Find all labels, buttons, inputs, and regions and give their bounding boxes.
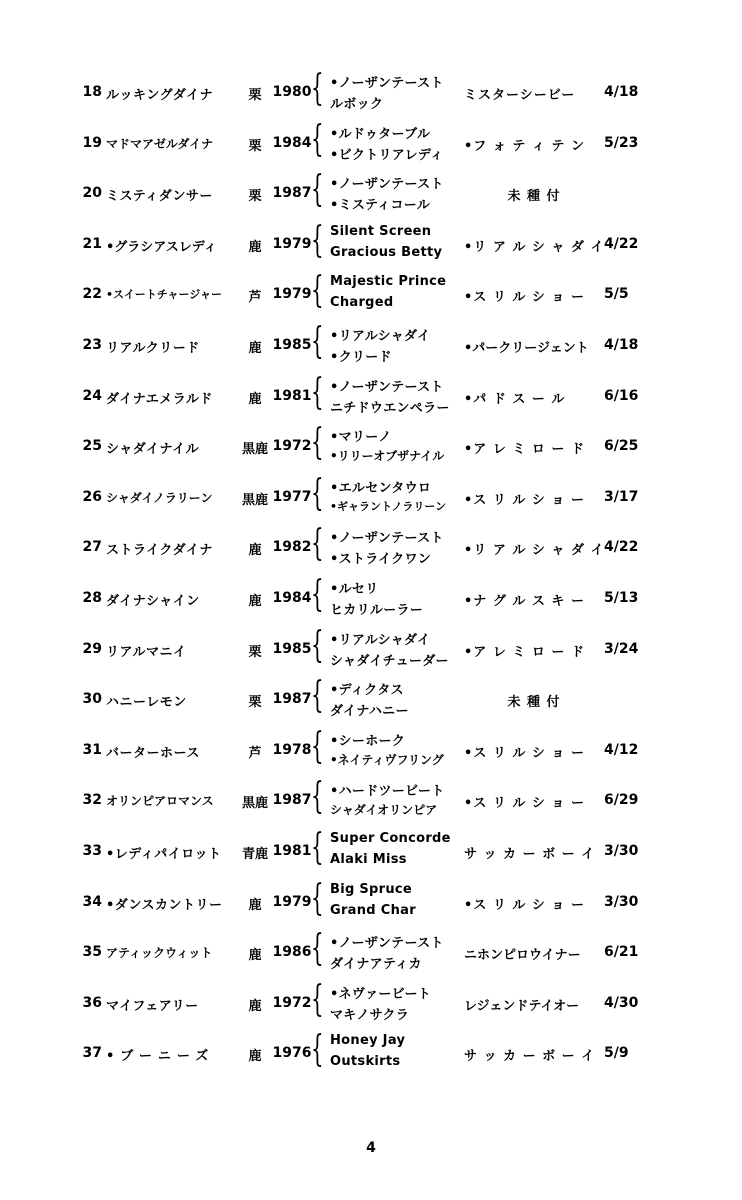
brace-icon: { (311, 877, 324, 919)
list-item (0, 522, 742, 573)
dam-name: Alaki Miss (330, 851, 407, 867)
sire-name: Honey Jay (330, 1033, 406, 1049)
mating-stallion: •ア レ ミ ロ ー ド (464, 644, 585, 660)
mating-date: 5/13 (604, 589, 639, 606)
mare-name: バーターホース (106, 745, 200, 761)
mare-name: •スイートチャージャー (106, 288, 223, 302)
list-item (0, 472, 742, 523)
mating-stallion: •ス リ ル シ ョ ー (464, 290, 585, 306)
birth-year: 1986 (272, 944, 312, 961)
brace-icon: { (311, 624, 324, 666)
dam-name: ヒカリルーラー (330, 602, 424, 618)
birth-year: 1972 (272, 994, 312, 1011)
brace-icon: { (311, 928, 324, 970)
birth-year: 1980 (272, 84, 312, 100)
birth-year: 1972 (272, 438, 312, 455)
coat-color: 黒鹿 (241, 442, 268, 458)
birth-year: 1981 (272, 387, 312, 404)
list-item (0, 67, 742, 118)
sire-name: •ディクタス (330, 683, 404, 699)
mare-name: オリンピアロマンス (106, 794, 214, 809)
brace-icon: { (311, 118, 324, 160)
list-item (0, 320, 742, 371)
dam-name: Gracious Betty (330, 244, 443, 260)
entry-number: 27 (82, 539, 102, 556)
brace-icon: { (311, 573, 324, 615)
mare-name: シャダイノラリーン (106, 490, 213, 505)
dam-name: ダイナアティカ (330, 957, 422, 973)
birth-year: 1979 (272, 235, 312, 252)
sire-name: •エルセンタウロ (330, 480, 432, 496)
birth-year: 1987 (272, 792, 312, 809)
entry-number: 29 (82, 640, 102, 657)
mating-stallion: •パ ド ス ー ル (464, 391, 566, 407)
birth-year: 1985 (272, 640, 312, 657)
mating-stallion: ミスターシービー (464, 88, 576, 103)
sire-name: •ハードツービート (330, 784, 445, 800)
sire-name: Majestic Prince (330, 274, 447, 290)
broodmare-list (0, 67, 742, 1079)
mating-stallion: •フ ォ テ ィ テ ン (464, 138, 585, 154)
coat-color: 栗 (248, 88, 262, 103)
mare-name: アティックウィット (106, 946, 213, 961)
birth-year: 1981 (272, 842, 312, 859)
mating-stallion: •ス リ ル シ ョ ー (464, 796, 585, 812)
sire-name: •シーホーク (330, 733, 406, 749)
sire-name: •ノーザンテースト (330, 76, 444, 91)
entry-number: 32 (82, 792, 102, 809)
brace-icon: { (311, 270, 324, 312)
entry-number: 31 (82, 741, 102, 758)
brace-icon: { (311, 169, 324, 211)
mating-stallion: サ ッ カ ー ボ ー イ (464, 846, 596, 862)
mating-stallion: サ ッ カ ー ボ ー イ (464, 1049, 596, 1065)
birth-year: 1977 (272, 488, 312, 505)
coat-color: 鹿 (248, 391, 262, 407)
sire-name: •ノーザンテースト (330, 531, 444, 547)
list-item (0, 775, 742, 826)
list-item (0, 219, 742, 270)
coat-color: 青鹿 (241, 846, 268, 862)
mating-date: 3/24 (604, 640, 639, 657)
sire-name: Super Concorde (330, 830, 451, 846)
brace-icon: { (311, 472, 324, 514)
coat-color: 鹿 (248, 340, 262, 356)
sire-name: •ルドゥターブル (330, 126, 431, 142)
mare-name: シャダイナイル (106, 442, 200, 458)
mare-name: •レディパイロット (106, 846, 222, 862)
entry-number: 23 (82, 336, 102, 353)
entry-number: 37 (82, 1045, 102, 1062)
coat-color: 栗 (248, 695, 262, 711)
dam-name: Charged (330, 295, 394, 311)
mating-stallion: •ス リ ル シ ョ ー (464, 492, 585, 508)
mating-date: 4/18 (604, 336, 639, 353)
brace-icon: { (311, 978, 324, 1020)
list-item (0, 269, 742, 320)
entry-number: 18 (82, 84, 102, 100)
mating-date: 4/22 (604, 235, 639, 252)
coat-color: 鹿 (248, 948, 262, 964)
mating-date: 3/30 (604, 893, 639, 910)
mare-name: リアルクリード (106, 340, 200, 356)
sire-name: •ノーザンテースト (330, 936, 444, 952)
mating-date: 5/5 (604, 286, 629, 303)
birth-year: 1979 (272, 893, 312, 910)
coat-color: 芦 (248, 290, 262, 306)
coat-color: 栗 (248, 138, 262, 154)
sire-name: •ネヴァービート (330, 986, 432, 1002)
birth-year: 1987 (272, 185, 312, 202)
entry-number: 26 (82, 488, 102, 505)
sire-name: •ルセリ (330, 581, 379, 597)
entry-number: 33 (82, 842, 102, 859)
sire-name: •ノーザンテースト (330, 379, 444, 395)
dam-name: •ストライクワン (330, 552, 432, 568)
list-item (0, 927, 742, 978)
birth-year: 1984 (272, 589, 312, 606)
dam-name: •ビクトリアレディ (330, 147, 444, 163)
birth-year: 1985 (272, 336, 312, 353)
coat-color: 黒鹿 (241, 492, 268, 508)
mating-stallion: 未 種 付 (507, 189, 561, 205)
mare-name: マドマアゼルダイナ (106, 136, 214, 151)
mare-name: ダイナエメラルド (106, 391, 213, 407)
birth-year: 1976 (272, 1045, 312, 1062)
entry-number: 36 (82, 994, 102, 1011)
entry-number: 22 (82, 286, 102, 303)
birth-year: 1979 (272, 286, 312, 303)
mating-stallion: •ア レ ミ ロ ー ド (464, 442, 585, 458)
mating-date: 6/29 (604, 792, 639, 809)
entry-number: 25 (82, 438, 102, 455)
list-item (0, 573, 742, 624)
brace-icon: { (311, 68, 324, 109)
mating-stallion: •リ ア ル シ ャ ダ イ (464, 543, 605, 559)
dam-name: シャダイチューダー (330, 653, 449, 669)
mare-name: •グラシアスレディ (106, 239, 217, 255)
sire-name: •マリーノ (330, 430, 392, 446)
list-item (0, 674, 742, 725)
coat-color: 鹿 (248, 543, 262, 559)
brace-icon: { (311, 320, 324, 362)
dam-name: •ギャラントノラリーン (330, 499, 447, 513)
coat-color: 鹿 (248, 239, 262, 255)
list-item (0, 371, 742, 422)
dam-name: ルボック (330, 97, 384, 112)
dam-name: •ミスティコール (330, 198, 431, 214)
entry-number: 20 (82, 185, 102, 202)
list-item (0, 826, 742, 877)
list-item (0, 168, 742, 219)
list-item (0, 725, 742, 776)
list-item (0, 118, 742, 169)
coat-color: 鹿 (248, 897, 262, 913)
brace-icon: { (311, 1029, 324, 1071)
mare-name: ミスティダンサー (106, 189, 213, 205)
dam-name: Grand Char (330, 902, 416, 918)
mating-stallion: •ス リ ル シ ョ ー (464, 897, 585, 913)
dam-name: マキノサクラ (330, 1007, 410, 1023)
coat-color: 鹿 (248, 1049, 262, 1065)
mare-name: ストライクダイナ (106, 543, 213, 559)
mating-stallion: 未 種 付 (507, 695, 561, 711)
list-item (0, 421, 742, 472)
dam-name: •リリーオブザナイル (330, 449, 445, 464)
birth-year: 1978 (272, 741, 312, 758)
mating-date: 4/22 (604, 539, 639, 556)
mating-stallion: ニホンピロウイナー (464, 948, 581, 964)
mating-stallion: •ナ グ ル ス キ ー (464, 593, 585, 609)
brace-icon: { (311, 422, 324, 464)
mating-date: 3/17 (604, 488, 639, 505)
entry-number: 24 (82, 387, 102, 404)
brace-icon: { (311, 371, 324, 413)
list-item (0, 877, 742, 928)
brace-icon: { (311, 725, 324, 767)
coat-color: 鹿 (248, 998, 262, 1014)
entry-number: 19 (82, 134, 102, 151)
mare-name: ルッキングダイナ (106, 88, 214, 103)
mare-name: マイフェアリー (106, 998, 199, 1014)
entry-number: 35 (82, 944, 102, 961)
mare-name: ハニーレモン (106, 695, 187, 711)
sire-name: Big Spruce (330, 881, 413, 897)
mare-name: •ダンスカントリー (106, 897, 223, 913)
mating-date: 5/23 (604, 134, 639, 151)
sire-name: •リアルシャダイ (330, 632, 431, 648)
mating-stallion: •パークリージェント (464, 340, 589, 356)
entry-number: 21 (82, 235, 102, 252)
list-item (0, 1028, 742, 1079)
list-item (0, 624, 742, 675)
mating-date: 6/21 (604, 944, 639, 961)
mating-date: 6/16 (604, 387, 639, 404)
mating-date: 4/18 (604, 84, 639, 100)
mare-name: リアルマニイ (106, 644, 187, 660)
birth-year: 1987 (272, 691, 312, 708)
mating-stallion: •リ ア ル シ ャ ダ イ (464, 239, 605, 255)
dam-name: Outskirts (330, 1054, 401, 1070)
dam-name: シャダイオリンピア (330, 803, 438, 818)
birth-year: 1984 (272, 134, 312, 151)
brace-icon: { (311, 776, 324, 818)
dam-name: ダイナハニー (330, 704, 409, 720)
mating-date: 5/9 (604, 1045, 629, 1062)
entry-number: 28 (82, 589, 102, 606)
birth-year: 1982 (272, 539, 312, 556)
mating-date: 3/30 (604, 842, 639, 859)
entry-number: 34 (82, 893, 102, 910)
mating-date: 6/25 (604, 438, 639, 455)
coat-color: 鹿 (248, 593, 262, 609)
dam-name: •ネイティヴフリング (330, 752, 444, 767)
mating-stallion: •ス リ ル シ ョ ー (464, 745, 585, 761)
coat-color: 栗 (248, 644, 262, 660)
sire-name: Silent Screen (330, 223, 432, 239)
coat-color: 栗 (248, 189, 262, 205)
sire-name: •ノーザンテースト (330, 177, 444, 193)
coat-color: 芦 (248, 745, 262, 761)
mating-date: 4/12 (604, 741, 639, 758)
brace-icon: { (311, 523, 324, 565)
mating-stallion: レジェンドテイオー (464, 998, 580, 1014)
coat-color: 黒鹿 (241, 796, 268, 812)
brace-icon: { (311, 826, 324, 868)
mare-name: ダイナシャイン (106, 593, 200, 609)
brace-icon: { (311, 675, 324, 717)
mare-name: •ブーニーズ (106, 1049, 215, 1065)
page-number: 4 (366, 1140, 376, 1156)
brace-icon: { (311, 219, 324, 261)
sire-name: •リアルシャダイ (330, 328, 431, 344)
dam-name: •クリード (330, 349, 392, 365)
mating-date: 4/30 (604, 994, 639, 1011)
dam-name: ニチドウエンペラー (330, 400, 450, 416)
entry-number: 30 (82, 691, 102, 708)
list-item (0, 978, 742, 1029)
